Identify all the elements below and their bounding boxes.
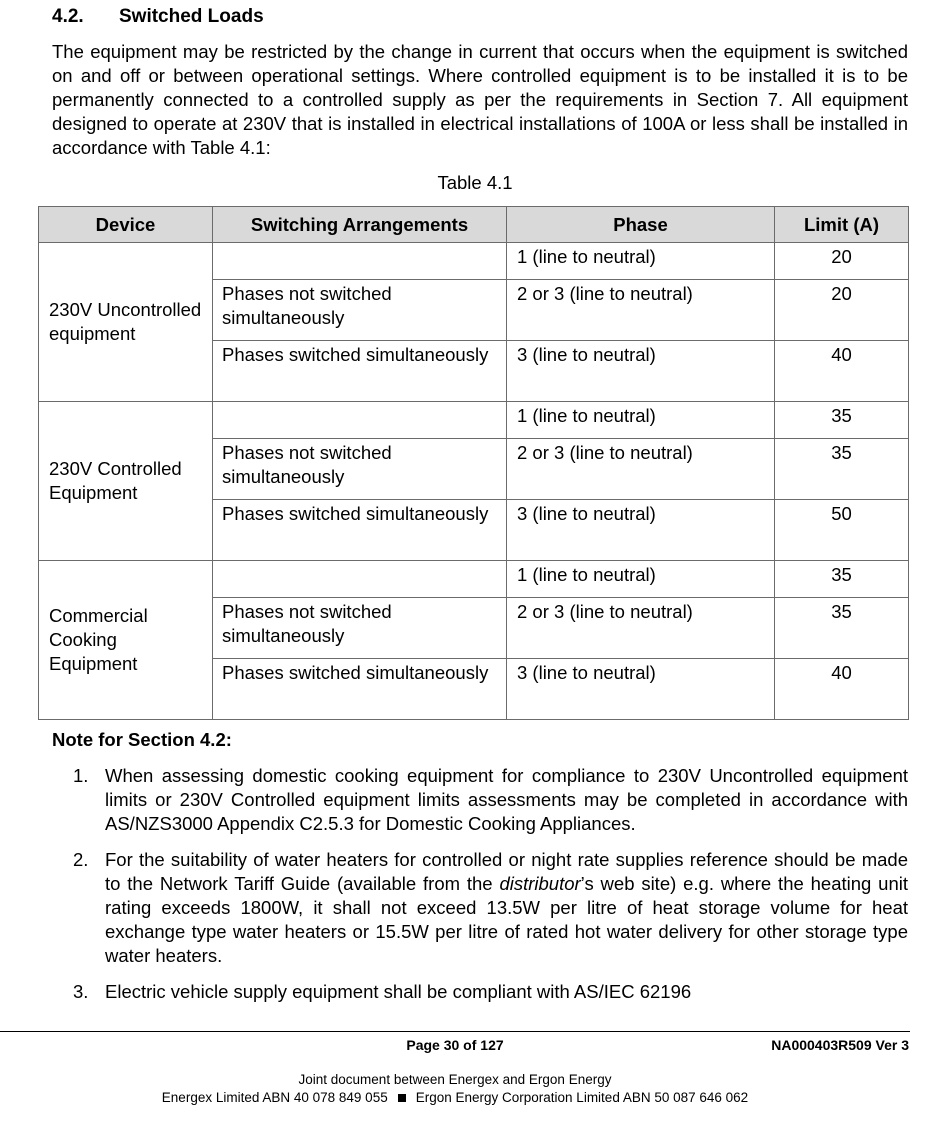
switching-cell: Phases not switched simultaneously (213, 439, 507, 500)
switching-cell (213, 402, 507, 439)
section-number: 4.2. (52, 6, 84, 27)
limit-cell: 50 (775, 500, 909, 561)
switching-cell: Phases not switched simultaneously (213, 598, 507, 659)
phase-cell: 1 (line to neutral) (507, 402, 775, 439)
list-item (52, 764, 908, 836)
section-heading (52, 6, 264, 28)
phase-cell: 1 (line to neutral) (507, 243, 775, 280)
limit-cell: 20 (775, 243, 909, 280)
list-item (52, 980, 908, 1004)
phase-cell: 2 or 3 (line to neutral) (507, 598, 775, 659)
list-item (52, 848, 908, 968)
switching-cell: Phases switched simultaneously (213, 341, 507, 402)
footer-divider (0, 1031, 910, 1032)
note-text-italic: distributor (499, 873, 581, 894)
note-text: Electric vehicle supply equipment shall be compliant with AS/IEC 62196 (105, 981, 692, 1002)
note-number: 1. (73, 765, 89, 786)
table-header-row (39, 207, 909, 243)
table-row (39, 243, 909, 280)
footer-energex: Energex Limited ABN 40 078 849 055 (161, 1090, 388, 1105)
note-text-part: ’s web site) e.g. where the heating unit rating exceeds 1800W, it shall not exceed 13.5W per litre of heat storage volume for heat exchange type water heaters or 15.5W per litre of rated hot water delivery for other storage type water heaters. (105, 873, 908, 966)
phase-cell: 2 or 3 (line to neutral) (507, 280, 775, 341)
footer-ergon: Ergon Energy Corporation Limited ABN 50 087 646 062 (415, 1090, 749, 1105)
header-switching: Switching Arrangements (213, 207, 507, 243)
phase-cell: 2 or 3 (line to neutral) (507, 439, 775, 500)
device-cell: 230V Controlled Equipment (39, 402, 213, 561)
footer-line-1: Joint document between Energex and Ergon Energy (298, 1072, 612, 1087)
note-number: 2. (73, 849, 89, 870)
document-id: NA000403R509 Ver 3 (771, 1037, 909, 1053)
note-text: When assessing domestic cooking equipment for compliance to 230V Uncontrolled equipment limits or 230V Controlled equipment limits assessments may be completed in accordance with AS/NZS3000 Appendix C2.5.3 for Domestic Cooking Appliances. (105, 765, 908, 834)
switching-cell (213, 561, 507, 598)
note-text-part: For the suitability of water heaters for controlled or night rate supplies reference should be made to the Network Tariff Guide (available from the (105, 849, 908, 894)
header-limit: Limit (A) (775, 207, 909, 243)
limit-cell: 35 (775, 598, 909, 659)
switching-cell: Phases switched simultaneously (213, 500, 507, 561)
table-row (39, 561, 909, 598)
limit-cell: 40 (775, 659, 909, 720)
limit-cell: 40 (775, 341, 909, 402)
limit-cell: 35 (775, 402, 909, 439)
note-number: 3. (73, 981, 89, 1002)
footer-text (0, 1071, 910, 1107)
phase-cell: 3 (line to neutral) (507, 659, 775, 720)
table-caption: Table 4.1 (437, 172, 513, 193)
device-cell: 230V Uncontrolled equipment (39, 243, 213, 402)
square-bullet-icon (398, 1094, 406, 1102)
switched-loads-table (38, 206, 909, 720)
device-cell: Commercial Cooking Equipment (39, 561, 213, 720)
limit-cell: 20 (775, 280, 909, 341)
note-text (105, 848, 908, 968)
notes-list (52, 764, 908, 1016)
intro-paragraph: The equipment may be restricted by the change in current that occurs when the equipment is switched on and off or between operational settings. Where controlled equipment is to be installed it is to be permanently connected to a controlled supply as per the requirements in Section 7. All equipment designed to operate at 230V that is installed in electrical installations of 100A or less shall be installed in accordance with Table 4.1: (52, 41, 908, 158)
switching-cell: Phases not switched simultaneously (213, 280, 507, 341)
page-number: Page 30 of 127 (406, 1037, 504, 1053)
phase-cell: 1 (line to neutral) (507, 561, 775, 598)
switching-cell (213, 243, 507, 280)
phase-cell: 3 (line to neutral) (507, 341, 775, 402)
table-row (39, 402, 909, 439)
switching-cell: Phases switched simultaneously (213, 659, 507, 720)
notes-title: Note for Section 4.2: (52, 729, 232, 750)
section-title: Switched Loads (119, 6, 264, 27)
limit-cell: 35 (775, 561, 909, 598)
header-device: Device (39, 207, 213, 243)
footer-line-2 (0, 1089, 910, 1107)
header-phase: Phase (507, 207, 775, 243)
phase-cell: 3 (line to neutral) (507, 500, 775, 561)
limit-cell: 35 (775, 439, 909, 500)
